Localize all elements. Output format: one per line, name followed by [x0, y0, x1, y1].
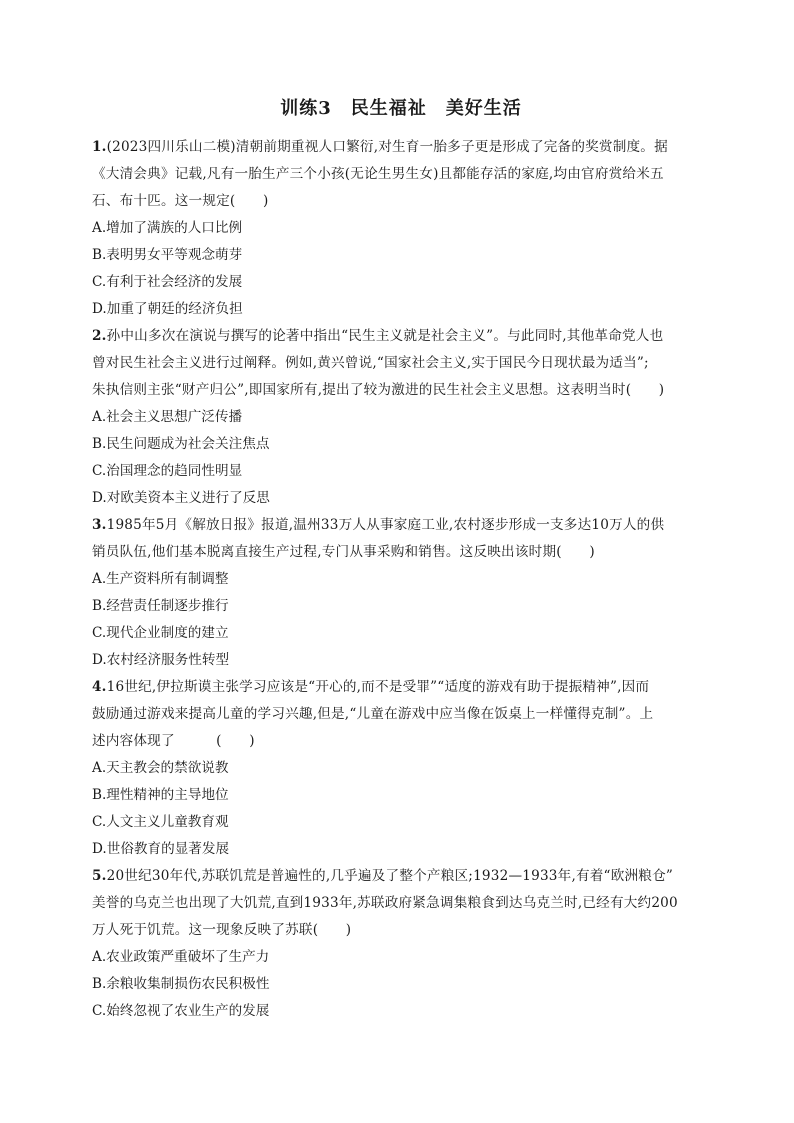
question-text: (2023四川乐山二模)清朝前期重视人口繁衍,对生育一胎多子更是形成了完备的奖赏制度。据: [106, 139, 668, 155]
question-text-line: [92, 863, 710, 890]
page-title: 训练3 民生福祉 美好生活: [280, 98, 522, 119]
answer-option: B.民生问题成为社会关注焦点: [92, 436, 270, 452]
question-list: [92, 134, 710, 1025]
question-text: 《大清会典》记载,凡有一胎生产三个小孩(无论生男生女)且都能存活的家庭,均由官府赏给米五: [92, 166, 664, 182]
question-text: 石、布十匹。这一规定( ): [92, 193, 269, 209]
question-text: 万人死于饥荒。这一现象反映了苏联( ): [92, 922, 352, 938]
answer-option: C.始终忽视了农业生产的发展: [92, 1003, 270, 1019]
answer-option: B.余粮收集制损伤农民积极性: [92, 976, 270, 992]
question-text: 鼓励通过游戏来提高儿童的学习兴趣,但是,“儿童在游戏中应当像在饭桌上一样懂得克制”。上: [92, 706, 654, 722]
answer-option: D.对欧美资本主义进行了反思: [92, 490, 270, 506]
question-text: 孙中山多次在演说与撰写的论著中指出“民生主义就是社会主义”。与此同时,其他革命党人也: [106, 328, 664, 344]
answer-option: D.农村经济服务性转型: [92, 652, 230, 668]
answer-option: C.有利于社会经济的发展: [92, 274, 243, 290]
question-number: 4.: [92, 679, 107, 695]
answer-option: B.经营责任制逐步推行: [92, 598, 229, 614]
question-text-line: [92, 674, 710, 701]
question-5: [92, 863, 710, 1025]
question-text: 销员队伍,他们基本脱离直接生产过程,专门从事采购和销售。这反映出该时期( ): [92, 544, 595, 560]
question-text-line: [92, 539, 710, 566]
question-number: 5.: [92, 868, 107, 884]
question-number: 1.: [92, 139, 107, 155]
question-text-line: [92, 890, 710, 917]
question-text-line: [92, 350, 710, 377]
question-text-line: [92, 161, 710, 188]
question-text: 16世纪,伊拉斯谟主张学习应该是“开心的,而不是受罪”“适度的游戏有助于提振精神”,因而: [106, 679, 650, 695]
question-text-line: [92, 512, 710, 539]
question-1: [92, 134, 710, 323]
answer-option: A.农业政策严重破坏了生产力: [92, 949, 270, 965]
answer-option: C.治国理念的趋同性明显: [92, 463, 243, 479]
question-4: [92, 674, 710, 863]
question-text-line: [92, 323, 710, 350]
answer-option: B.理性精神的主导地位: [92, 787, 229, 803]
question-text-line: [92, 917, 710, 944]
answer-option: B.表明男女平等观念萌芽: [92, 247, 243, 263]
question-text-line: [92, 377, 710, 404]
question-number: 3.: [92, 517, 107, 533]
answer-option: C.人文主义儿童教育观: [92, 814, 229, 830]
answer-option: A.生产资料所有制调整: [92, 571, 229, 587]
question-text-line: [92, 188, 710, 215]
answer-option: A.增加了满族的人口比例: [92, 220, 243, 236]
answer-option: D.世俗教育的显著发展: [92, 841, 230, 857]
question-text-line: [92, 134, 710, 161]
question-text-line: [92, 728, 710, 755]
document-page: [92, 96, 710, 1025]
question-text: 美誉的乌克兰也出现了大饥荒,直到1933年,苏联政府紧急调集粮食到达乌克兰时,已经有大约200: [92, 895, 678, 911]
question-text: 朱执信则主张“财产归公”,即国家所有,提出了较为激进的民生社会主义思想。这表明当时( ): [92, 382, 665, 398]
question-text-line: [92, 701, 710, 728]
question-2: [92, 323, 710, 512]
question-text: 1985年5月《解放日报》报道,温州33万人从事家庭工业,农村逐步形成一支多达10万人的供: [106, 517, 665, 533]
answer-option: A.社会主义思想广泛传播: [92, 409, 243, 425]
answer-option: A.天主教会的禁欲说教: [92, 760, 229, 776]
question-text: 述内容体现了 ( ): [92, 733, 255, 749]
answer-option: D.加重了朝廷的经济负担: [92, 301, 243, 317]
question-text: 曾对民生社会主义进行过阐释。例如,黄兴曾说,“国家社会主义,实于国民今日现状最为适当”;: [92, 355, 649, 371]
question-number: 2.: [92, 328, 107, 344]
question-3: [92, 512, 710, 674]
question-text: 20世纪30年代,苏联饥荒是普遍性的,几乎遍及了整个产粮区;1932—1933年,有着“欧洲粮仓”: [106, 868, 674, 884]
answer-option: C.现代企业制度的建立: [92, 625, 229, 641]
